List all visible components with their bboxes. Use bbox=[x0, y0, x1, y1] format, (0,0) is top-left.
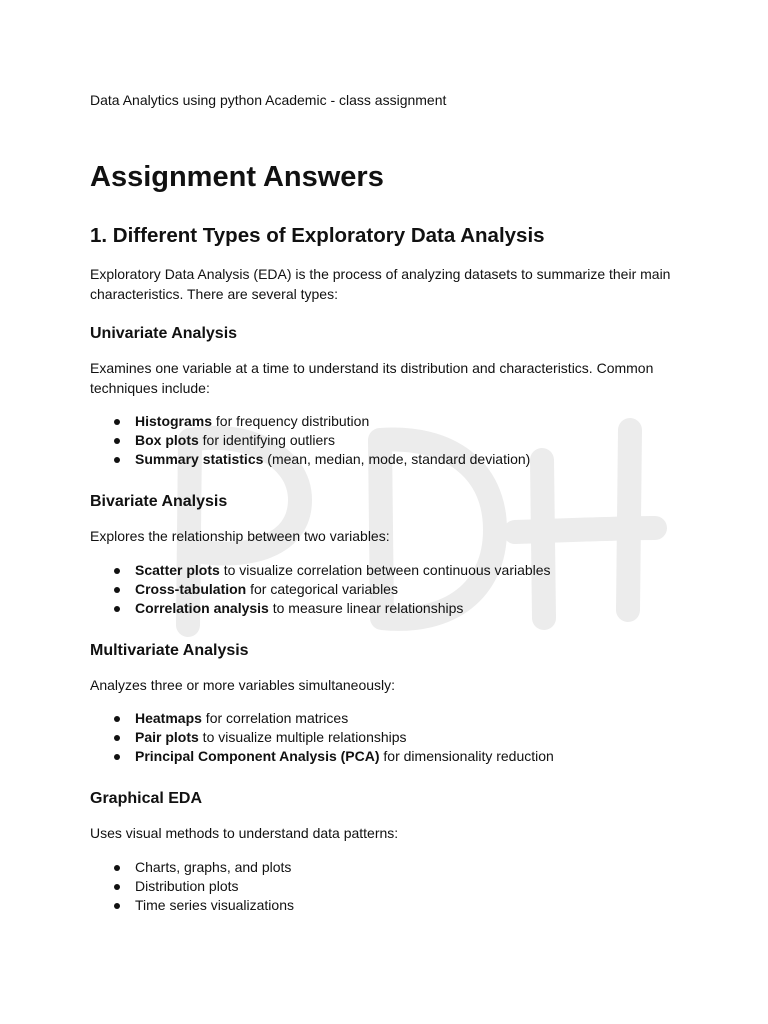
bullet-list bbox=[90, 412, 680, 469]
list-item-text: (mean, median, mode, standard deviation) bbox=[263, 451, 531, 467]
bullet-list bbox=[90, 858, 680, 915]
list-item-text: for dimensionality reduction bbox=[379, 748, 554, 764]
list-item-term: Heatmaps bbox=[135, 710, 202, 726]
list-item-text: to visualize correlation between continuous variables bbox=[219, 561, 551, 578]
list-item-text: for categorical variables bbox=[246, 580, 398, 597]
subsections bbox=[90, 324, 680, 915]
list-item-text: for correlation matrices bbox=[201, 710, 349, 726]
subsection-description: Examines one variable at a time to understand its distribution and characteristics. Common techniques include: bbox=[90, 360, 654, 396]
list-item-text: for frequency distribution bbox=[212, 413, 370, 429]
list-item bbox=[90, 877, 680, 896]
list-item-term: Scatter plots bbox=[135, 561, 220, 578]
list-item-term: Histograms bbox=[135, 413, 213, 429]
document-page bbox=[90, 91, 680, 915]
list-item-term: Correlation analysis bbox=[135, 599, 269, 616]
watermark-text: PDH bbox=[150, 400, 153, 401]
section-intro: Exploratory Data Analysis (EDA) is the process of analyzing datasets to summarize their main characteristics. There are several types: bbox=[90, 266, 671, 302]
list-item-text: to visualize multiple relationships bbox=[198, 729, 407, 745]
list-item bbox=[90, 709, 680, 728]
document-title: Assignment Answers bbox=[90, 161, 384, 193]
list-item-text: to measure linear relationships bbox=[268, 599, 464, 616]
list-item bbox=[90, 858, 680, 877]
list-item-term: Pair plots bbox=[135, 729, 199, 745]
list-item bbox=[90, 450, 680, 469]
section-heading: 1. Different Types of Exploratory Data Analysis bbox=[90, 224, 545, 247]
list-item-term: Cross-tabulation bbox=[135, 580, 247, 597]
list-item bbox=[90, 747, 680, 766]
bullet-list bbox=[90, 709, 680, 766]
list-item bbox=[90, 599, 680, 618]
subsection-heading: Graphical EDA bbox=[90, 790, 203, 807]
list-item bbox=[90, 561, 680, 580]
list-item-term: Box plots bbox=[135, 432, 199, 448]
list-item-text: for identifying outliers bbox=[198, 432, 335, 448]
list-item-text: Time series visualizations bbox=[135, 896, 294, 913]
list-item-term: Principal Component Analysis (PCA) bbox=[135, 748, 380, 764]
list-item bbox=[90, 431, 680, 450]
header-line: Data Analytics using python Academic - class assignment bbox=[90, 92, 447, 108]
list-item bbox=[90, 728, 680, 747]
subsection-description: Explores the relationship between two variables: bbox=[90, 528, 390, 544]
list-item-text: Charts, graphs, and plots bbox=[135, 858, 292, 875]
list-item bbox=[90, 896, 680, 915]
list-item-term: Summary statistics bbox=[135, 451, 264, 467]
list-item bbox=[90, 412, 680, 431]
subsection-heading: Bivariate Analysis bbox=[90, 493, 228, 510]
subsection-description: Uses visual methods to understand data patterns: bbox=[90, 825, 399, 841]
bullet-list bbox=[90, 561, 680, 618]
list-item-text: Distribution plots bbox=[135, 877, 239, 894]
subsection-description: Analyzes three or more variables simultaneously: bbox=[90, 676, 396, 693]
subsection-heading: Multivariate Analysis bbox=[90, 641, 249, 659]
subsection-heading: Univariate Analysis bbox=[90, 325, 238, 342]
list-item bbox=[90, 580, 680, 599]
